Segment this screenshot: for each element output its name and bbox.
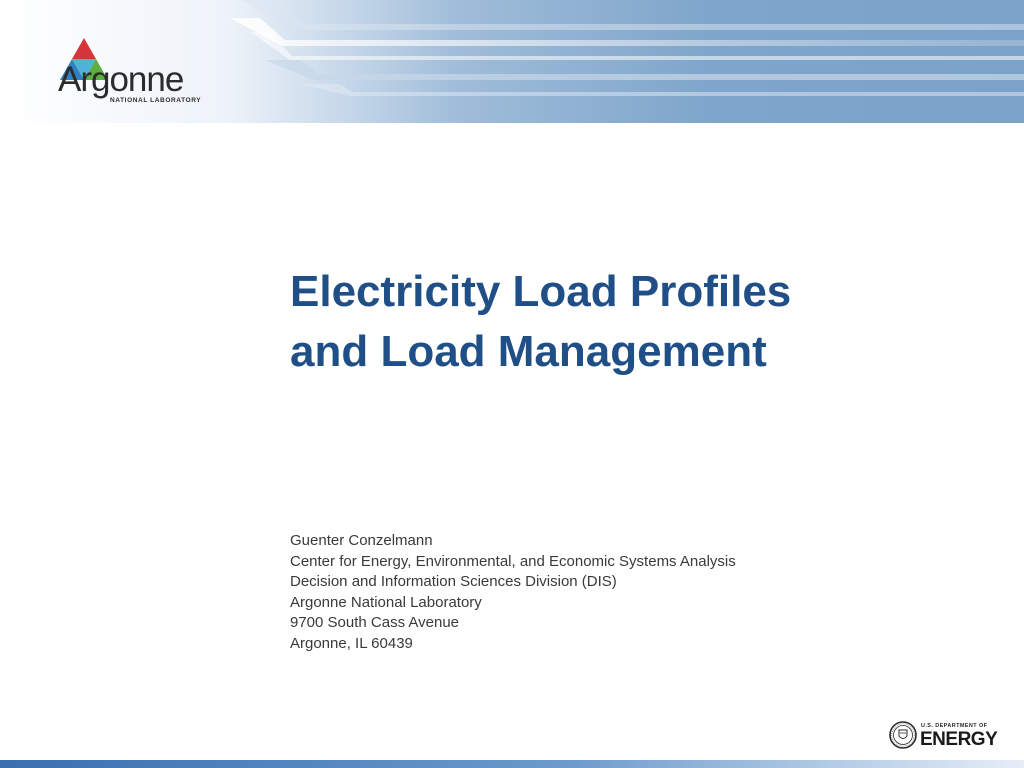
title-line-1: Electricity Load Profiles xyxy=(290,267,792,316)
doe-seal-icon xyxy=(889,721,917,749)
logo-subline: NATIONAL LABORATORY xyxy=(110,97,202,104)
author-block xyxy=(290,531,930,655)
author-center: Center for Energy, Environmental, and Economic Systems Analysis xyxy=(290,552,736,570)
author-lab: Argonne National Laboratory xyxy=(290,593,482,611)
title-line-2: and Load Management xyxy=(290,327,767,376)
header-banner xyxy=(0,0,1024,123)
doe-big-text: ENERGY xyxy=(920,729,998,750)
doe-logo xyxy=(889,721,1001,753)
footer-bar xyxy=(0,760,1024,768)
doe-small-text: U.S. DEPARTMENT OF xyxy=(921,723,988,729)
logo-wordmark: Argonne xyxy=(58,60,184,99)
author-name: Guenter Conzelmann xyxy=(290,532,433,549)
slide-title xyxy=(290,262,990,382)
author-division: Decision and Information Sciences Division (DIS) xyxy=(290,573,617,591)
author-street: 9700 South Cass Avenue xyxy=(290,614,460,632)
author-city: Argonne, IL 60439 xyxy=(290,634,413,652)
argonne-logo xyxy=(58,36,238,108)
